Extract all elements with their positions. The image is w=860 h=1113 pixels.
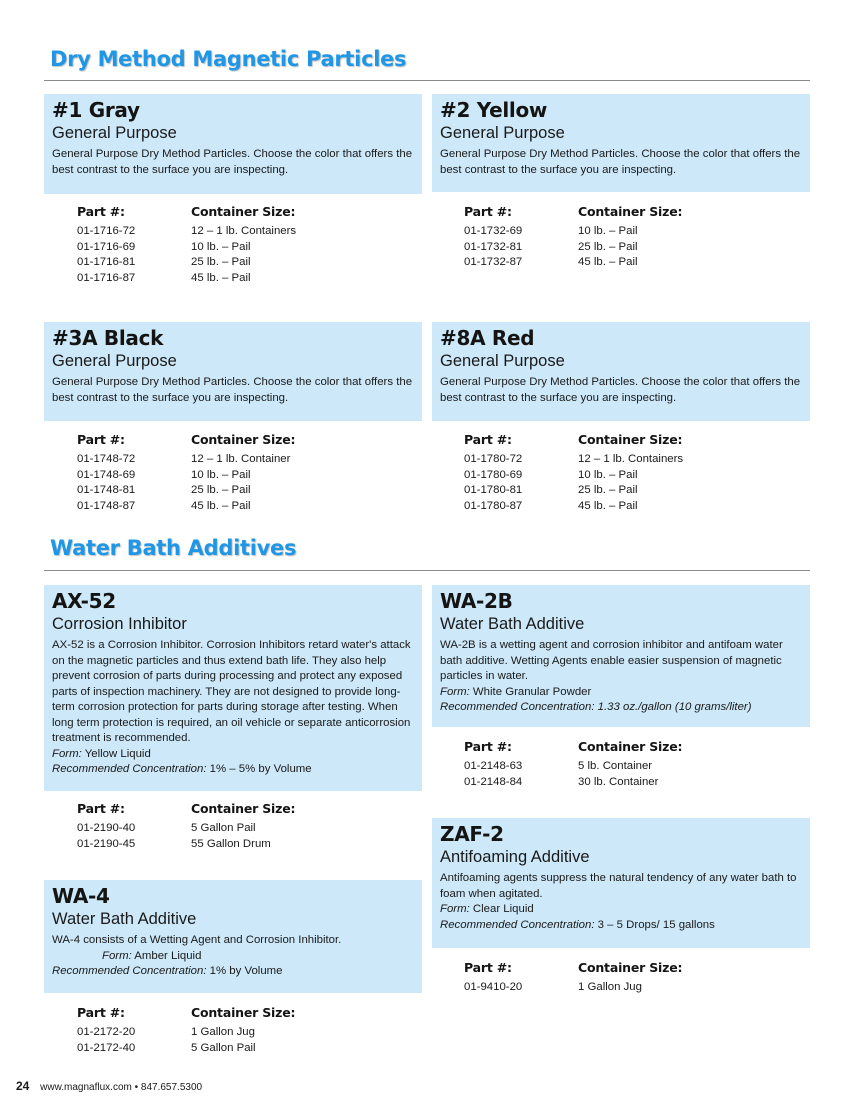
part-number-header: Part #:	[464, 960, 512, 975]
page-footer	[16, 1079, 202, 1093]
container-size-header: Container Size:	[578, 432, 683, 447]
part-number: 01-1780-69	[464, 468, 523, 481]
container-size: 10 lb. – Pail	[191, 468, 251, 481]
parts-table-ax52	[77, 801, 295, 852]
container-size-header: Container Size:	[191, 1005, 296, 1020]
container-size: 45 lb. – Pail	[191, 271, 251, 284]
table-row	[464, 499, 683, 515]
product-card-black	[44, 322, 422, 421]
product-subtitle: Water Bath Additive	[52, 910, 197, 928]
parts-table-gray	[77, 204, 296, 286]
concentration-line	[440, 918, 802, 934]
part-number-header: Part #:	[464, 204, 512, 219]
container-size: 45 lb. – Pail	[578, 256, 638, 269]
parts-table-zaf2	[464, 960, 682, 996]
section-title-dry-method: Dry Method Magnetic Particles	[50, 47, 407, 71]
part-number: 01-1748-69	[77, 468, 136, 481]
container-size: 5 Gallon Pail	[191, 822, 256, 834]
table-row	[464, 255, 682, 271]
product-subtitle: Water Bath Additive	[440, 615, 585, 633]
product-subtitle: General Purpose	[440, 352, 565, 370]
concentration-label: Recommended Concentration: 1.33 oz./gallon (10 grams/liter)	[440, 701, 752, 713]
table-row	[464, 452, 683, 468]
table-row	[464, 240, 682, 256]
table-row	[464, 483, 683, 499]
container-size: 45 lb. – Pail	[191, 499, 251, 512]
part-number: 01-2172-40	[77, 1041, 136, 1054]
section-divider	[44, 570, 810, 571]
part-number: 01-2190-45	[77, 837, 136, 850]
product-description: Antifoaming agents suppress the natural tendency of any water bath to foam when agitated.	[440, 872, 797, 900]
concentration-line	[52, 964, 414, 980]
part-number: 01-1780-81	[464, 484, 523, 497]
product-name: ZAF-2	[440, 822, 504, 846]
product-subtitle: General Purpose	[440, 124, 565, 142]
part-number: 01-1780-87	[464, 499, 523, 512]
container-size: 5 Gallon Pail	[191, 1041, 256, 1054]
concentration-label: Recommended Concentration:	[440, 918, 595, 931]
product-description: General Purpose Dry Method Particles. Choose the color that offers the best contrast to the surface you are inspecting.	[440, 148, 801, 176]
product-name: #2 Yellow	[440, 98, 548, 122]
part-number: 01-1748-87	[77, 499, 136, 512]
parts-table-header	[464, 960, 682, 975]
part-number: 01-1780-72	[464, 453, 523, 465]
table-row	[464, 224, 682, 240]
product-subtitle: General Purpose	[52, 124, 177, 142]
part-number-header: Part #:	[77, 1005, 125, 1020]
footer-contact: www.magnaflux.com • 847.657.5300	[40, 1082, 203, 1093]
part-number: 01-2172-20	[77, 1026, 136, 1038]
container-size-header: Container Size:	[578, 204, 683, 219]
concentration-value: 1% by Volume	[209, 965, 283, 977]
form-value: Amber Liquid	[134, 949, 202, 962]
product-description: General Purpose Dry Method Particles. Choose the color that offers the best contrast to the surface you are inspecting.	[52, 148, 413, 176]
part-number: 01-1748-81	[77, 484, 136, 497]
concentration-line	[440, 700, 802, 716]
parts-table-wa4	[77, 1005, 295, 1056]
product-subtitle: Corrosion Inhibitor	[52, 615, 187, 633]
part-number: 01-2148-84	[464, 775, 523, 788]
form-value: Yellow Liquid	[84, 747, 151, 760]
concentration-label: Recommended Concentration:	[52, 763, 207, 775]
parts-table-black	[77, 432, 295, 514]
page-number: 24	[16, 1079, 30, 1093]
product-description: AX-52 is a Corrosion Inhibitor. Corrosion Inhibitors retard water's attack on the magnetic particles and thus extend bath life. They also help prevent corrosion of parts during processing and protect any exposed parts of inspection machinery. They are not designed to provide long-term corrosion protection for parts during storage after testing. When long term protection is required, an oil vehicle or separate anticorrosion treatment is recommended.	[52, 639, 411, 744]
form-line	[440, 902, 802, 918]
container-size: 25 lb. – Pail	[191, 484, 251, 497]
product-name: WA-2B	[440, 589, 513, 613]
form-line	[52, 949, 414, 965]
table-row	[464, 980, 682, 996]
container-size: 12 – 1 lb. Container	[191, 453, 291, 465]
product-name: #3A Black	[52, 326, 164, 350]
part-number-header: Part #:	[464, 432, 512, 447]
parts-table-wa2b	[464, 739, 682, 790]
table-row	[77, 240, 296, 256]
product-card-red	[432, 322, 810, 421]
container-size: 12 – 1 lb. Containers	[578, 453, 684, 465]
table-row	[464, 775, 682, 791]
parts-table-yellow	[464, 204, 682, 271]
section-divider	[44, 80, 810, 81]
table-row	[464, 759, 682, 775]
product-name: WA-4	[52, 884, 110, 908]
container-size-header: Container Size:	[191, 801, 296, 816]
part-number: 01-1748-72	[77, 453, 136, 465]
container-size: 45 lb. – Pail	[578, 499, 638, 512]
container-size: 1 Gallon Jug	[578, 981, 642, 993]
table-row	[77, 837, 295, 853]
form-value: Clear Liquid	[472, 903, 534, 915]
container-size: 10 lb. – Pail	[578, 225, 638, 237]
table-row	[77, 468, 295, 484]
table-row	[77, 255, 296, 271]
table-row	[77, 224, 296, 240]
form-label: Form:	[102, 949, 132, 962]
container-size-header: Container Size:	[578, 739, 683, 754]
container-size: 10 lb. – Pail	[578, 468, 638, 481]
part-number: 01-1732-81	[464, 240, 523, 253]
table-row	[77, 1025, 295, 1041]
table-row	[77, 821, 295, 837]
part-number-header: Part #:	[77, 801, 125, 816]
product-card-zaf2	[432, 818, 810, 948]
parts-table-header	[77, 1005, 295, 1020]
part-number: 01-9410-20	[464, 981, 523, 993]
part-number: 01-1732-87	[464, 256, 523, 269]
form-line	[440, 685, 802, 701]
part-number-header: Part #:	[77, 432, 125, 447]
form-line	[52, 747, 414, 763]
container-size: 5 lb. Container	[578, 760, 653, 772]
table-row	[77, 499, 295, 515]
container-size-header: Container Size:	[191, 432, 296, 447]
product-description: WA-4 consists of a Wetting Agent and Corrosion Inhibitor.	[52, 934, 342, 946]
part-number: 01-1716-87	[77, 271, 136, 284]
container-size: 55 Gallon Drum	[191, 837, 271, 850]
form-label: Form:	[440, 903, 470, 915]
product-card-gray	[44, 94, 422, 194]
product-card-ax52	[44, 585, 422, 791]
container-size: 30 lb. Container	[578, 775, 659, 788]
parts-table-red	[464, 432, 683, 514]
product-name: #8A Red	[440, 326, 535, 350]
product-subtitle: Antifoaming Additive	[440, 848, 590, 866]
parts-table-header	[77, 432, 295, 447]
product-card-wa2b	[432, 585, 810, 727]
form-label: Form:	[440, 685, 470, 698]
concentration-line	[52, 762, 414, 778]
part-number: 01-1716-69	[77, 240, 136, 253]
product-description: General Purpose Dry Method Particles. Choose the color that offers the best contrast to the surface you are inspecting.	[440, 376, 801, 404]
concentration-label: Recommended Concentration:	[52, 965, 207, 977]
product-description: General Purpose Dry Method Particles. Choose the color that offers the best contrast to the surface you are inspecting.	[52, 376, 413, 404]
part-number: 01-1716-81	[77, 256, 136, 269]
table-row	[77, 452, 295, 468]
part-number: 01-2148-63	[464, 760, 523, 772]
part-number-header: Part #:	[77, 204, 125, 219]
parts-table-header	[464, 432, 683, 447]
section-title-water-bath: Water Bath Additives	[50, 536, 297, 560]
part-number: 01-1732-69	[464, 225, 523, 237]
concentration-value: 1% – 5% by Volume	[209, 763, 312, 775]
container-size: 12 – 1 lb. Containers	[191, 225, 297, 237]
container-size: 10 lb. – Pail	[191, 240, 251, 253]
parts-table-header	[464, 739, 682, 754]
concentration-value: 3 – 5 Drops/ 15 gallons	[597, 918, 715, 931]
container-size: 1 Gallon Jug	[191, 1026, 255, 1038]
container-size-header: Container Size:	[578, 960, 683, 975]
form-label: Form:	[52, 747, 82, 760]
table-row	[77, 1041, 295, 1057]
table-row	[77, 271, 296, 287]
container-size-header: Container Size:	[191, 204, 296, 219]
product-name: #1 Gray	[52, 98, 140, 122]
table-row	[464, 468, 683, 484]
product-name: AX-52	[52, 589, 116, 613]
container-size: 25 lb. – Pail	[578, 484, 638, 497]
parts-table-header	[77, 204, 296, 219]
form-value: White Granular Powder	[472, 685, 592, 698]
table-row	[77, 483, 295, 499]
parts-table-header	[77, 801, 295, 816]
part-number-header: Part #:	[464, 739, 512, 754]
container-size: 25 lb. – Pail	[578, 240, 638, 253]
parts-table-header	[464, 204, 682, 219]
product-subtitle: General Purpose	[52, 352, 177, 370]
part-number: 01-2190-40	[77, 822, 136, 834]
part-number: 01-1716-72	[77, 225, 136, 237]
container-size: 25 lb. – Pail	[191, 256, 251, 269]
product-card-wa4	[44, 880, 422, 993]
product-card-yellow	[432, 94, 810, 192]
product-description: WA-2B is a wetting agent and corrosion inhibitor and antifoam water bath additive. Wetting Agents enable easier suspension of magnetic particles in water.	[440, 639, 783, 682]
